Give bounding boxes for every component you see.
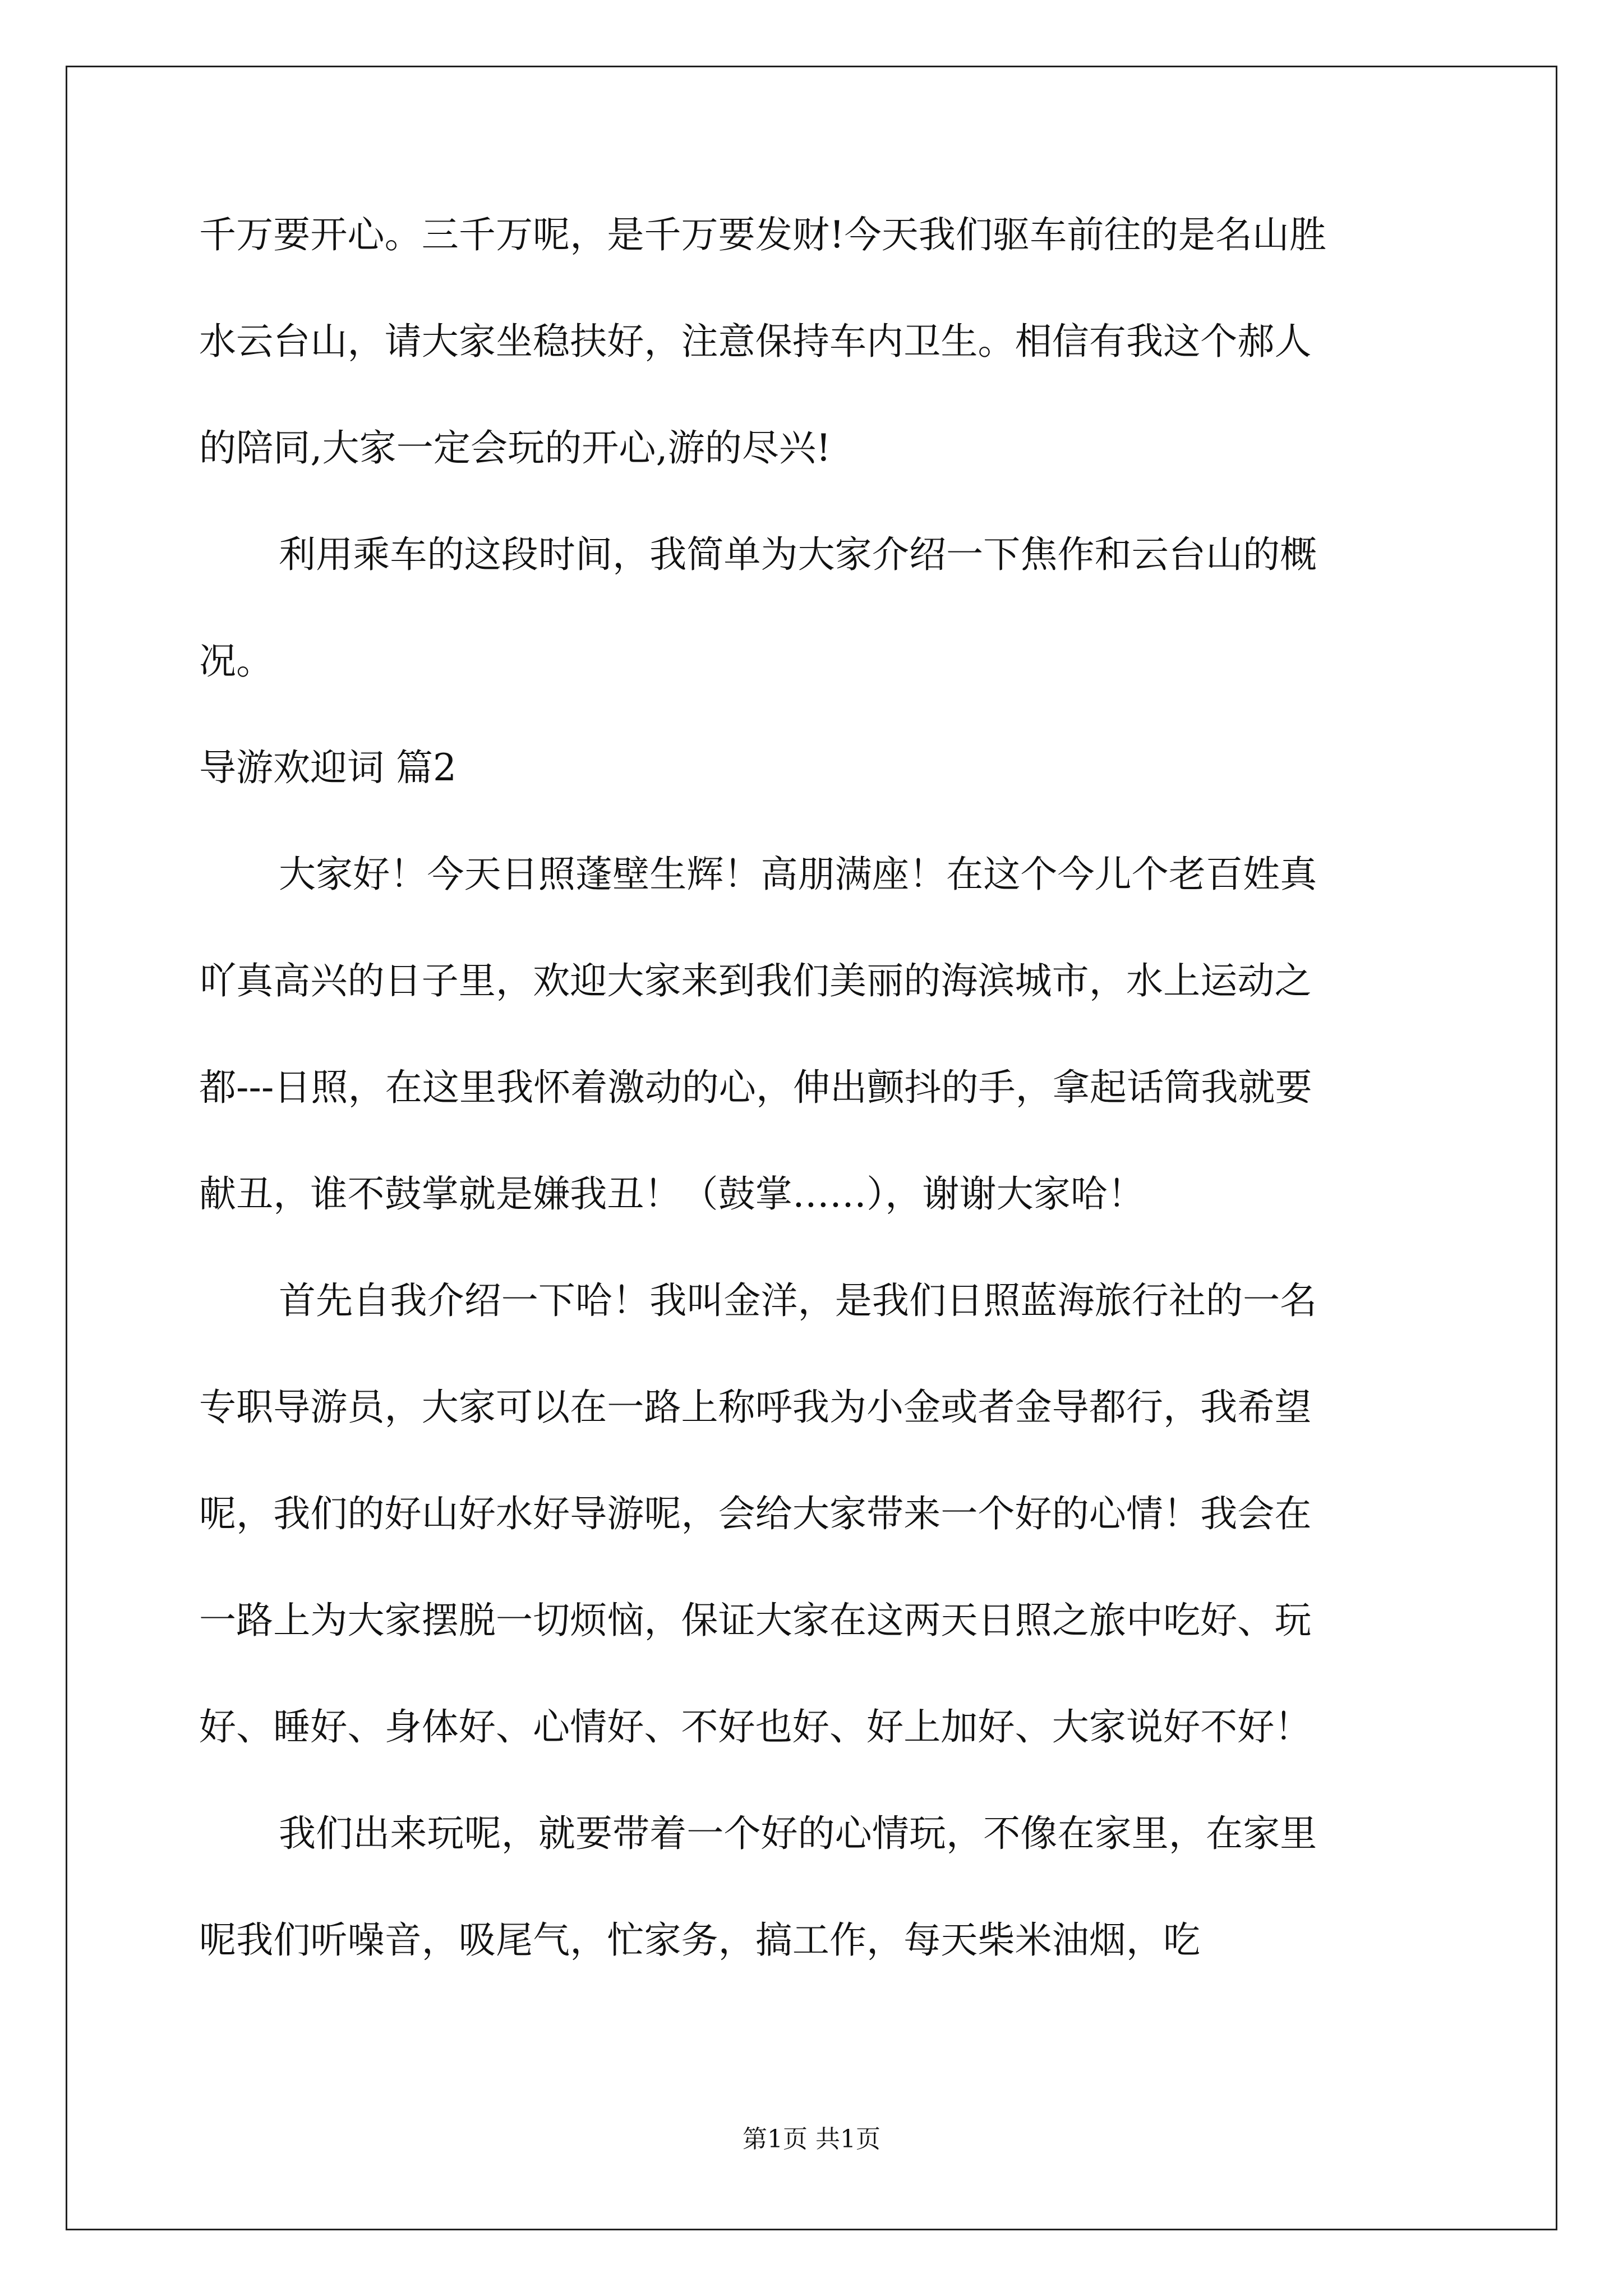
text-line: 呢我们听噪音，吸尾气，忙家务，搞工作，每天柴米油烟，吃 [199,1918,1201,1962]
text-line: 一路上为大家摆脱一切烦恼，保证大家在这两天日照之旅中吃好、玩 [199,1599,1312,1642]
text-line: 献丑，谁不鼓掌就是嫌我丑！（鼓掌……），谢谢大家哈！ [199,1172,1145,1216]
text-line: 千万要开心。三千万呢，是千万要发财!今天我们驱车前往的是名山胜 [199,213,1327,256]
text-line: 大家好！今天日照蓬壁生辉！高朋满座！在这个今儿个老百姓真 [279,853,1317,896]
text-line: 都---日照，在这里我怀着激动的心，伸出颤抖的手，拿起话筒我就要 [199,1066,1312,1109]
text-line: 吖真高兴的日子里，欢迎大家来到我们美丽的海滨城市，水上运动之 [199,959,1312,1002]
section-heading: 导游欢迎词 篇2 [199,746,457,789]
text-line: 水云台山，请大家坐稳扶好，注意保持车内卫生。相信有我这个郝人 [199,320,1312,363]
text-line: 我们出来玩呢，就要带着一个好的心情玩，不像在家里，在家里 [279,1812,1317,1855]
text-line: 首先自我介绍一下哈！我叫金洋，是我们日照蓝海旅行社的一名 [279,1279,1317,1322]
text-line: 专职导游员，大家可以在一路上称呼我为小金或者金导都行，我希望 [199,1386,1312,1429]
text-line: 利用乘车的这段时间，我简单为大家介绍一下焦作和云台山的概 [279,533,1317,576]
page-footer: 第1页 共1页 [743,2125,880,2154]
text-line: 呢，我们的好山好水好导游呢，会给大家带来一个好的心情！我会在 [199,1492,1312,1535]
document-body [199,208,1427,2019]
text-line: 好、睡好、身体好、心情好、不好也好、好上加好、大家说好不好！ [199,1705,1312,1749]
text-line: 况。 [199,639,274,683]
text-line: 的陪同,大家一定会玩的开心,游的尽兴! [199,426,831,470]
